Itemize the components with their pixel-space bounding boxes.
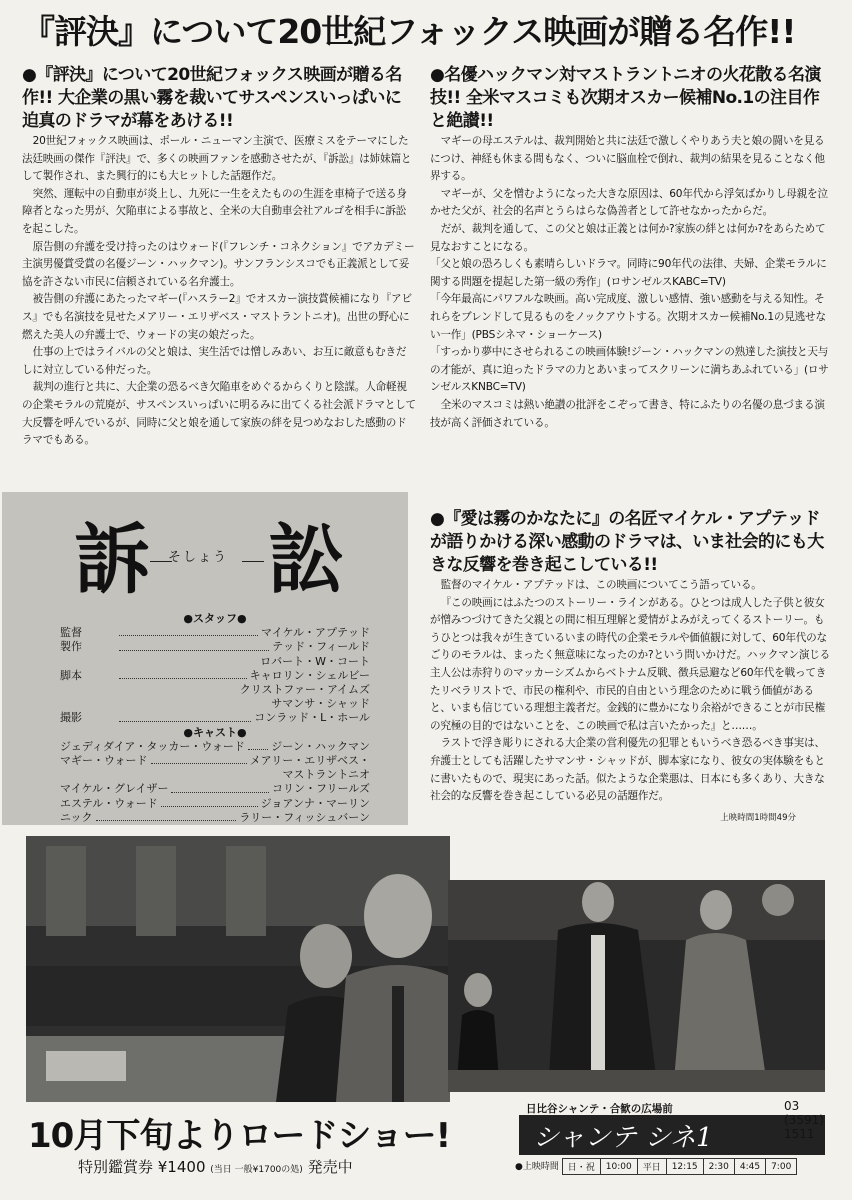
cast-role: マギー・ウォード — [60, 754, 148, 768]
cast-leader-dots — [96, 811, 237, 821]
staff-leader-dots — [119, 711, 251, 721]
right-bottom-heading: ●『愛は霧のかなたに』の名匠マイケル・アプテッドが語りかける深い感動のドラマは、いま社会的にも大きな反響を巻き起こしている!! — [430, 509, 824, 575]
staff-leader-dots — [119, 626, 258, 636]
showtime-cell: 2:30 — [703, 1159, 734, 1175]
staff-row — [60, 683, 370, 697]
staff-name: クリストファー・アイムズ — [239, 683, 370, 697]
cast-row — [60, 740, 370, 754]
right-top-paragraph: だが、裁判を通して、この父と娘は正義とは何か?家族の絆とは何か?をあらためて見なおすことになる。 — [430, 222, 826, 253]
cast-role — [60, 768, 282, 782]
cast-leader-dots — [161, 797, 258, 807]
right-top-column — [430, 64, 832, 432]
showtime-cell: 日・祝 — [562, 1159, 600, 1175]
cast-role: マイケル・グレイザー — [60, 782, 169, 796]
left-heading: ●『評決』について20世紀フォックス映画が贈る名作!! 大企業の黒い霧を裁いてサスペンスいっぱいに迫真のドラマが幕をあける!! — [22, 65, 402, 131]
staff-label: ●スタッフ● — [183, 612, 247, 625]
cast-name: コリン・フリールズ — [271, 782, 370, 796]
courtroom-photo-right — [448, 880, 825, 1092]
staff-row — [60, 711, 370, 725]
showtime-cell: 12:15 — [666, 1159, 703, 1175]
staff-role: 脚本 — [60, 668, 82, 682]
right-top-heading: ●名優ハックマン対マストラントニオの火花散る名演技!! 全米マスコミも次期オスカー候補No.1の注目作と絶讃!! — [430, 65, 821, 131]
staff-leader-dots — [119, 669, 247, 679]
cast-row — [60, 811, 370, 825]
staff-role: 監督 — [60, 626, 82, 640]
cast-name: ジョアンナ・マーリン — [260, 796, 370, 810]
ticket-price: 特別鑑賞券 ¥1400 — [78, 1158, 206, 1176]
phone-line: 1511 — [784, 1127, 815, 1141]
cast-leader-dots — [248, 740, 268, 750]
cast-name: メアリー・エリザベス・ — [249, 754, 370, 768]
staff-role — [60, 683, 240, 697]
staff-role: 製作 — [60, 640, 82, 654]
ticket-price-line — [78, 1156, 353, 1177]
right-bottom-column — [430, 508, 832, 806]
title-reading: そしょう — [168, 550, 229, 565]
staff-row — [60, 655, 370, 669]
cast-name: ジーン・ハックマン — [271, 739, 370, 753]
left-paragraph: 20世紀フォックス映画は、ポール・ニューマン主演で、医療ミスをテーマにした法廷映画の傑作『評決』で、多くの映画ファンを感動させたが、『訴訟』は姉妹篇として製作され、また興行的にも大ヒットした話題作だ。 — [22, 135, 412, 183]
courtroom-photo-right-image — [448, 880, 825, 1092]
showtimes-label: ●上映時間 — [515, 1162, 559, 1172]
staff-role — [60, 697, 271, 711]
staff-name: サマンサ・シャッド — [271, 697, 370, 711]
showtime-cell: 平日 — [637, 1159, 666, 1175]
reading-rule-right — [242, 561, 264, 562]
cast-row — [60, 754, 370, 768]
right-bottom-paragraph: 『この映画にはふたつのストーリー・ラインがある。ひとつは成人した子供と彼女が憎みつづけてきた父親との間に相互理解と愛情がよみがえってくるストーリー。もうひとつは我々が生きているいまの時代の企業モラルや価値観に対して、60年代のなごりのモラルは、まったく無意味になったのか?という問いかけだ。ハックマン演じる主人公は赤狩りのマッカーシズムからベトナム反戦、徴兵忌避など60年代を戦ってきたリベラリストで、市民の権利や、市民的自由という理念のために戦う価値があると、いまも信じている理想主義者だ。金銭的に豊かになり余裕ができることが市民権の究極の目的ではないことを、この映画で私は言いたかった』と……。 — [430, 596, 831, 732]
phone-line: (3591) — [784, 1113, 824, 1127]
main-title: 『評決』について20世紀フォックス映画が贈る名作!! — [22, 12, 796, 51]
cast-name: ラリー・フィッシュバーン — [239, 810, 370, 824]
left-paragraph: 仕事の上ではライバルの父と娘は、実生活では憎しみあい、お互に敵意もむきだしに対立している仲だった。 — [22, 346, 407, 376]
cast-row — [60, 768, 370, 782]
staff-name: ロバート・W・コート — [260, 654, 370, 668]
showtimes-table — [562, 1158, 798, 1175]
title-kanji-1: 訴 — [74, 515, 150, 604]
showtimes — [515, 1158, 797, 1175]
showtime-cell: 7:00 — [766, 1159, 797, 1175]
title-kanji-2: 訟 — [268, 515, 344, 604]
cast-leader-dots — [151, 754, 247, 764]
review-quote: 「今年最高にパワフルな映画。高い完成度、激しい感情、強い感動を与える知性。それらをブレンドして見るものをノックアウトする。次期オスカー候補No.1の見逃せない一作」(PBSシネマ・ショーケース) — [430, 293, 826, 341]
showtime-cell: 10:00 — [600, 1159, 637, 1175]
theater-phone — [784, 1099, 824, 1141]
ticket-price-suffix: 発売中 — [307, 1158, 353, 1176]
ticket-price-note: (当日 一般¥1700の処) — [210, 1165, 303, 1175]
staff-row — [60, 626, 370, 640]
right-top-paragraph: マギーの母エステルは、裁判開始と共に法廷で激しくやりあう夫と娘の闘いを見るにつけ、神経も休まる間もなく、ついに脳血栓で倒れ、裁判の結果を見ることなく他界する。 — [430, 135, 825, 183]
left-paragraph: 原告側の弁護を受け持ったのはウォード(『フレンチ・コネクション』でアカデミー主演男優賞受賞の名優ジーン・ハックマン)。サンフランシスコでも正義派として妥協を許さない市民に信頼されている名弁護士。 — [22, 240, 415, 288]
right-bottom-paragraph: 監督のマイケル・アプテッドは、この映画についてこう語っている。 — [440, 579, 762, 591]
staff-name: キャロリン・シェルビー — [249, 668, 370, 682]
cast-role: ニック — [60, 810, 93, 824]
left-paragraph: 突然、運転中の自動車が炎上し、九死に一生をえたものの生涯を車椅子で送る身障者となった男が、欠陥車による事故と、全米の大自動車会社アルゴを相手に訴訟を起こした。 — [22, 187, 407, 235]
cast-row — [60, 782, 370, 796]
staff-row — [60, 640, 370, 654]
staff-leader-dots — [119, 640, 269, 650]
review-quote: 「すっかり夢中にさせられるこの映画体験!ジーン・ハックマンの熟達した演技と天与の才能が、真に迫ったドラマの力とあいまってスクリーンに満ちあふれている」(ロサンゼルスKNBC=TV) — [430, 346, 829, 394]
staff-row — [60, 697, 370, 711]
cast-label: ●キャスト● — [183, 725, 247, 739]
staff-role: 撮影 — [60, 711, 82, 725]
cast-role: エステル・ウォード — [60, 796, 158, 810]
staff-role — [60, 655, 260, 669]
theater-location: 日比谷シャンテ・合歓の広場前 — [526, 1103, 673, 1115]
right-bottom-paragraph: ラストで浮き彫りにされる大企業の営利優先の犯罪ともいうべき恐るべき事実は、弁護士としても活躍したサマンサ・シャッドが、脚本家になり、彼女の実体験をもとに書いたもので、現実にあった話。似たような企業悪は、日本にも多くあり、大きな社会的な反響を巻き起こしている必見の話題作だ。 — [430, 737, 825, 803]
cast-leader-dots — [171, 782, 269, 792]
staff-name: テッド・フィールド — [272, 640, 370, 654]
runtime: 上映時間1時間49分 — [720, 813, 796, 823]
courtroom-photo-left-image — [26, 836, 450, 1102]
staff-row — [60, 669, 370, 683]
left-paragraph: 被告側の弁護にあたったマギー(『ハスラー2』でオスカー演技賞候補になり『アビス』でも名演技を見せたメアリー・エリザベス・マストラントニオ)。出世の野心に燃えた美人の弁護士で、ウォードの実の娘だった。 — [22, 293, 412, 341]
cast-name: マストラントニオ — [282, 768, 370, 782]
review-quote: 「父と娘の恐ろしくも素晴らしいドラマ。同時に90年代の法律、夫婦、企業モラルに関する問題を提起した第一級の秀作」(ロサンゼルスKABC=TV) — [430, 258, 827, 288]
showtime-cell: 4:45 — [734, 1159, 765, 1175]
right-top-paragraph: マギーが、父を憎むようになった大きな原因は、60年代から浮気ばかりし母親を泣かせた父が、社会的名声とうらはらな偽善者として許せなかったからだ。 — [430, 187, 828, 218]
theater-name: シャンテ シネ1 — [533, 1123, 713, 1153]
left-column — [22, 64, 416, 450]
cast-row — [60, 797, 370, 811]
staff-name: マイケル・アプテッド — [260, 626, 370, 640]
release-headline: 10月下旬よりロードショー! — [28, 1116, 451, 1156]
courtroom-photo-left — [26, 836, 450, 1102]
theater-name-box — [519, 1115, 825, 1155]
staff-name: コンラッド・L・ホール — [254, 711, 370, 725]
left-paragraph: 裁判の進行と共に、大企業の恐るべき欠陥車をめぐるからくりと陰謀。人命軽視の企業モラルの荒廃が、サスペンスいっぱいに明るみに出てくる社会派ドラマとして大反響を呼んでいるが、同時に父と娘を通して家族の絆を見つめなおした感動のドラマでもある。 — [22, 381, 416, 447]
staff-credits — [60, 612, 370, 825]
right-top-paragraph: 全米のマスコミは熱い絶讃の批評をこぞって書き、特にふたりの名優の息づまる演技が高く評価されている。 — [430, 398, 825, 429]
phone-line: 03 — [784, 1099, 800, 1113]
cast-role: ジェディダイア・タッカー・ウォード — [60, 739, 245, 753]
